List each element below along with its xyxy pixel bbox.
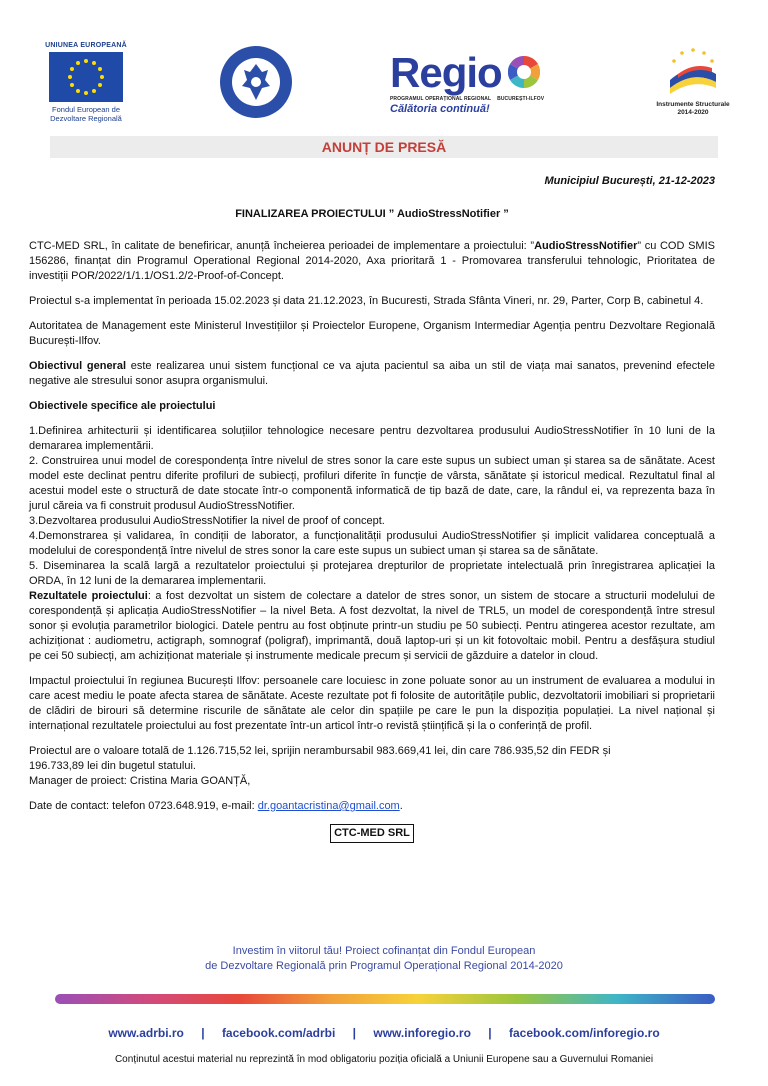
results-paragraph [29, 589, 715, 664]
structural-instruments-logo [648, 44, 738, 117]
value-line-1: Proiectul are o valoare totală de 1.126.715,52 lei, sprijin nerambursabil 983.669,41 lei, din care 786.935,52 din FEDR și [29, 745, 611, 757]
value-line-2: 196.733,89 lei din bugetul statului. [29, 760, 196, 772]
signature-company: CTC-MED SRL [330, 824, 414, 843]
logo-bar [0, 38, 768, 134]
results-text: : a fost dezvoltat un sistem de colectare a datelor de stres sonor, un sistem de stocare a structurii modelului de corespondență și aplicația AudioStressNotifier – la nivel Beta. A fost dezvoltat, la nivel de TRL5, un model de corespondență între stresul sonor și evoluția parametrilor biologici. Datele pentru au fost obținute printr-un studiu pe 50 subiecți. Pentru atingerea acestor rezultate, am achiziționat : audiometru, actigraph, somnograf (poligraf), imprimantă, două laptop-uri și un kit fotovoltaic mobil. Pentru a desfășura studiul pe cei 50 subiecți, am achiziționat materiale și instrumente medicale precum și servicii de găzduire a datelor in cloud. [29, 590, 715, 662]
link-adrbi[interactable]: www.adrbi.ro [108, 1026, 184, 1040]
signature-box [29, 824, 715, 843]
separator: | [352, 1026, 357, 1040]
impact-paragraph: Impactul proiectului în regiunea București Ilfov: persoanele care locuiesc in zone poluate sonor au un instrument de evaluarea a modului in care acest mediu le poate afecta starea de sănătate. Aceste rezultate pot fi folosite de autoritățile public, dezvoltatorii imobiliari si proprietarii de clădiri de birouri să determine riscurile de sănătate ale celor din spațiile pe care le pun la dispoziția populației. La nivel național și internațional rezultatele proiectului au fost prezentate într-un articol într-o revistă științifică și la o conferință de profil. [29, 675, 715, 732]
objective-5: 5. Diseminarea la scală largă a rezultatelor proiectului și protejarea drepturilor de proprietate intelectuală prin înregistrarea aplicației la ORDA, în 12 luni de la demararea implementarii. [29, 560, 715, 587]
objective-2: 2. Construirea unui model de corespondența între nivelul de stres sonor la care este supus un subiect uman și starea sa de sănătate. Acest model este declinat pentru diferite profiluri de subiecți, profiluri diferite în funcție de vârsta, sănătate și istoricul medical. Rezultatul final al acestui model este o structură de date stocate într-o componentă informatică de tip bază de date, care, la rândul ei, va reprezenta baza în jurul căreia va fi construit produsul AudioStressNotifier. [29, 455, 715, 512]
press-release-body [29, 174, 715, 843]
general-objective-text: este realizarea unui sistem funcțional ce va ajuta pacientul sa aiba un stil de viața mai sanatos, prevenind efectele negative ale stresului sonor asupra organismului. [29, 360, 715, 387]
eu-logo [44, 42, 128, 123]
structural-instruments-icon [658, 44, 728, 96]
separator: | [488, 1026, 492, 1040]
specific-objectives-label: Obiectivele specifice ale proiectului [29, 400, 216, 412]
results-label: Rezultatele proiectului [29, 590, 148, 602]
government-seal-icon [218, 44, 294, 120]
authority-paragraph: Autoritatea de Management este Ministerul Investițiilor și Proiectelor Europene, Organism Intermediar Agenția pentru Dezvoltare Regională București-Ilfov. [29, 320, 715, 347]
link-facebook-adrbi[interactable]: facebook.com/adrbi [221, 1026, 336, 1040]
period-paragraph: Proiectul s-a implementat în perioada 15.02.2023 și data 21.12.2023, în Bucuresti, Strada Sfânta Vineri, nr. 29, Parter, Corp B, cabinetul 4. [29, 295, 704, 307]
dateline: Municipiul București, 21-12-2023 [544, 175, 715, 187]
general-objective-label: Obiectivul general [29, 360, 127, 372]
regio-logo [390, 49, 550, 122]
contact-email-link[interactable]: dr.goantacristina@gmail.com [257, 800, 400, 812]
manager-line: Manager de proiect: Cristina Maria GOANȚĂ, [29, 775, 251, 787]
regio-sub-right: BUCUREȘTI-ILFOV [497, 96, 545, 102]
page-title: ANUNȚ DE PRESĂ [321, 139, 447, 155]
separator: | [201, 1026, 205, 1040]
footer-slogan-line2: de Dezvoltare Regională prin Programul Operațional Regional 2014-2020 [205, 960, 563, 972]
eu-title: UNIUNEA EUROPEANĂ [45, 42, 127, 49]
intro-project-name: AudioStressNotifier [534, 240, 638, 252]
specific-objectives-heading [29, 399, 715, 414]
contact-suffix: . [399, 800, 403, 812]
intro-text-a: CTC-MED SRL, în calitate de benefiricar, anunță încheierea perioadei de implementare a proiectului: ” [29, 240, 535, 252]
link-inforegio[interactable]: www.inforegio.ro [373, 1026, 471, 1040]
contact-prefix: Date de contact: telefon 0723.648.919, e-mail: [29, 800, 258, 812]
contact-line [29, 799, 715, 814]
eu-flag-icon [49, 52, 123, 102]
regio-wordmark: Regio [390, 49, 502, 96]
project-heading: FINALIZAREA PROIECTULUI ” AudioStressNotifier ” [235, 208, 509, 220]
general-objective-paragraph [29, 359, 715, 389]
objective-3: 3.Dezvoltarea produsului AudioStressNotifier la nivel de proof of concept. [29, 515, 385, 527]
eu-fund-line2: Dezvoltare Regională [50, 114, 122, 123]
link-facebook-inforegio[interactable]: facebook.com/inforegio.ro [508, 1026, 660, 1040]
regio-sub-left: PROGRAMUL OPERAȚIONAL REGIONAL [390, 96, 492, 102]
title-band [50, 136, 718, 158]
rainbow-divider [55, 994, 715, 1004]
intro-paragraph [29, 239, 715, 284]
objective-4: 4.Demonstrarea și validarea, în condiții de laborator, a funcționalității produsului AudioStressNotifier și implicit validarea conceptuală a modelului de corespondență între nivelul de stres sonor la care este supus un subiect uman și starea sa de sănătate. [29, 530, 715, 557]
is-line1: Instrumente Structurale [656, 101, 730, 108]
disclaimer: Conținutul acestui material nu reprezintă în mod obligatoriu poziția oficială a Uniunii Europene sau a Guvernului Romaniei [114, 1054, 654, 1065]
footer-slogan [0, 944, 768, 974]
footer-slogan-line1: Investim în viitorul tău! Proiect cofinanțat din Fondul European [232, 945, 536, 957]
regio-color-wheel-icon [508, 56, 540, 88]
regio-slogan: Călătoria continuă! [390, 103, 490, 115]
eu-fund-line1: Fondul European de [52, 105, 120, 114]
intro-text-b: ” cu COD SMIS 156286, finanțat din Programul Operational Regional 2014-2020, Axa prioritară 1 - Promovarea transferului tehnologic, Prioritatea de investiții POR/2022/1/1.1/OS1.2/2-Proof-of-Concept. [29, 240, 715, 282]
objective-1: 1.Definirea arhitecturii și identificarea soluțiilor tehnologice necesare pentru dezvoltarea produsului AudioStressNotifier în 10 luni de la demararea implementării. [29, 425, 715, 452]
regio-subtitle [390, 96, 550, 102]
is-line2: 2014-2020 [677, 109, 709, 116]
footer-links [0, 1026, 768, 1040]
